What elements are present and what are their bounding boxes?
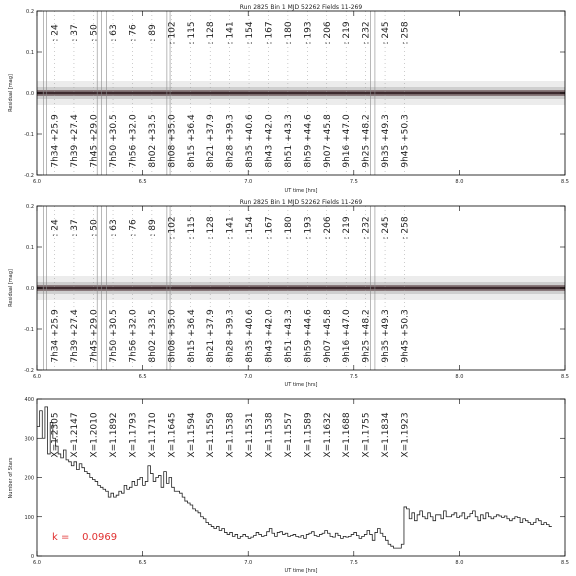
field-number: : 24 [50,219,61,237]
field-number: : 245 [381,216,392,240]
y-tick-label: -0.2 [24,368,34,374]
airmass-label: X=1.1538 [225,412,236,458]
airmass-label: X=1.1559 [206,412,217,458]
field-number: : 50 [89,24,100,42]
field-number: : 24 [50,24,61,42]
panel-top-title: Run 2825 Bin 1 MJD 52262 Fields 11-269 [239,4,363,11]
coordinate-label: 8h28 +39.3 [225,114,236,168]
coordinate-label: 8h28 +39.3 [225,309,236,363]
airmass-label: X=1.1531 [245,412,256,458]
coordinate-label: 9h16 +47.0 [342,309,353,363]
y-tick-label: 100 [24,514,34,521]
field-number: : 141 [225,21,236,45]
field-number: : 37 [69,219,80,237]
extinction-coefficient-label: k = 0.0969 [52,532,118,543]
coordinate-label: 7h56 +32.0 [128,114,139,168]
residual-density-band [37,81,565,105]
panel-top-ylabel: Residual [mag] [8,74,14,112]
airmass-label: X=1.1793 [128,412,139,458]
field-number: : 89 [147,219,158,237]
coordinate-label: 8h43 +42.0 [264,309,275,363]
airmass-label: X=1.1892 [109,412,120,458]
field-number: : 193 [303,21,314,45]
density-core [37,287,565,289]
x-tick-label: 6.5 [138,560,147,566]
y-tick-label: 0.1 [26,245,34,251]
field-number: : 128 [206,216,217,240]
field-number: : 102 [167,21,178,45]
field-number: : 37 [69,24,80,42]
coordinate-label: 8h02 +33.5 [147,114,158,168]
airmass-label: X=1.1594 [186,412,197,458]
field-number: : 154 [245,21,256,45]
airmass-label: X=1.1710 [147,412,158,458]
airmass-label: X=1.2010 [89,412,100,458]
panel-middle-ylabel: Residual [mag] [8,269,14,307]
x-tick-label: 8.0 [455,560,464,566]
field-number: : 245 [381,21,392,45]
panel-middle-xlabel: UT time [hrs] [284,382,318,388]
airmass-label: X=1.1645 [167,412,178,458]
coordinate-label: 8h43 +42.0 [264,114,275,168]
field-number: : 258 [400,216,411,240]
x-tick-label: 8.5 [561,179,569,185]
x-tick-label: 7.5 [349,179,358,185]
coordinate-label: 9h25 +48.2 [361,114,372,168]
coordinate-label: 9h35 +49.3 [381,309,392,363]
residual-panel-middle [8,199,569,388]
field-number: : 115 [186,216,197,240]
field-number-labels [51,216,411,239]
x-tick-label: 7.0 [244,179,253,185]
airmass-label: X=1.2305 [50,412,61,458]
density-core [37,92,565,94]
field-number: : 193 [303,216,314,240]
field-number: : 50 [89,219,100,237]
x-tick-label: 8.5 [561,560,569,566]
y-tick-label: 200 [24,475,34,482]
field-number: : 63 [109,24,120,42]
field-number: : 102 [167,216,178,240]
coordinate-label: 8h59 +44.6 [303,309,314,363]
x-tick-label: 7.5 [349,560,358,566]
coordinate-label: 7h50 +30.5 [109,114,120,168]
panel-middle-title: Run 2825 Bin 1 MJD 52262 Fields 11-269 [239,199,363,206]
x-tick-label: 6.0 [33,179,41,185]
x-tick-label: 7.0 [244,374,253,380]
x-tick-label: 6.0 [33,560,41,566]
field-number: : 89 [147,24,158,42]
field-number: : 128 [206,21,217,45]
airmass-label: X=1.1589 [303,412,314,458]
field-number: : 180 [283,216,294,240]
residual-panel-top [8,4,569,194]
airmass-label: X=1.2147 [69,412,80,458]
y-tick-label: 0.2 [26,204,34,210]
coordinate-label: 9h35 +49.3 [381,114,392,168]
airmass-label: X=1.1557 [283,412,294,458]
coordinate-label: 9h07 +45.8 [322,309,333,363]
field-number: : 258 [400,21,411,45]
residual-density-band [37,276,565,300]
x-tick-label: 8.0 [455,179,464,185]
y-tick-label: 300 [24,436,34,443]
coordinate-label: 8h08 +35.0 [167,309,178,363]
airmass-label: X=1.1923 [400,412,411,458]
field-number: : 76 [128,219,139,237]
field-number: : 167 [264,21,275,45]
coordinate-label: 7h34 +25.9 [50,309,61,363]
coordinate-label: 8h02 +33.5 [147,309,158,363]
coordinate-label: 8h59 +44.6 [303,114,314,168]
y-tick-label: 0.2 [26,9,34,15]
sky-coordinate-labels [51,114,411,168]
field-number-labels [51,21,411,44]
star-count-panel [8,397,569,574]
field-number: : 232 [361,21,372,45]
coordinate-label: 8h35 +40.6 [245,114,256,168]
coordinate-label: 8h15 +36.4 [186,309,197,363]
sky-coordinate-labels [51,309,411,363]
coordinate-label: 8h21 +37.9 [206,309,217,363]
x-tick-label: 7.0 [244,560,253,566]
y-tick-label: 0.0 [26,91,34,97]
field-number: : 180 [283,21,294,45]
airmass-label: X=1.1755 [361,412,372,458]
field-number: : 167 [264,216,275,240]
airmass-labels [51,412,411,457]
airmass-label: X=1.1632 [322,412,333,458]
coordinate-label: 7h39 +27.4 [69,309,80,363]
field-number: : 206 [322,216,333,240]
coordinate-label: 8h15 +36.4 [186,114,197,168]
coordinate-label: 7h50 +30.5 [109,309,120,363]
coordinate-label: 8h51 +43.3 [283,309,294,363]
y-tick-label: 0.1 [26,50,34,56]
star-count-xlabel: UT time [hrs] [284,568,318,574]
x-tick-label: 8.5 [561,374,569,380]
coordinate-label: 7h45 +29.0 [89,114,100,168]
field-number: : 232 [361,216,372,240]
x-tick-label: 8.0 [455,374,464,380]
x-tick-label: 6.5 [138,374,147,380]
y-tick-label: 0 [30,554,34,560]
airmass-label: X=1.1834 [381,412,392,458]
y-tick-label: 0.0 [26,286,34,292]
field-number: : 115 [186,21,197,45]
field-number: : 219 [342,216,353,240]
y-tick-label: -0.1 [24,327,34,333]
coordinate-label: 8h21 +37.9 [206,114,217,168]
coordinate-label: 8h51 +43.3 [283,114,294,168]
coordinate-label: 7h45 +29.0 [89,309,100,363]
airmass-label: X=1.1688 [342,412,353,458]
field-number: : 76 [128,24,139,42]
x-tick-label: 6.5 [138,179,147,185]
x-tick-label: 6.0 [33,374,41,380]
star-count-ylabel: Number of Stars [8,457,14,499]
coordinate-label: 9h16 +47.0 [342,114,353,168]
coordinate-label: 9h45 +50.3 [400,114,411,168]
airmass-label: X=1.1538 [264,412,275,458]
coordinate-label: 9h07 +45.8 [322,114,333,168]
y-tick-label: -0.2 [24,173,34,179]
coordinate-label: 8h35 +40.6 [245,309,256,363]
field-number: : 154 [245,216,256,240]
coordinate-label: 9h25 +48.2 [361,309,372,363]
x-tick-label: 7.5 [349,374,358,380]
field-number: : 63 [109,219,120,237]
coordinate-label: 7h39 +27.4 [69,114,80,168]
coordinate-label: 9h45 +50.3 [400,309,411,363]
y-tick-label: -0.1 [24,132,34,138]
y-tick-label: 400 [24,397,34,403]
field-number: : 141 [225,216,236,240]
panel-top-xlabel: UT time [hrs] [284,188,318,194]
coordinate-label: 7h34 +25.9 [50,114,61,168]
coordinate-label: 8h08 +35.0 [167,114,178,168]
field-number: : 206 [322,21,333,45]
field-number: : 219 [342,21,353,45]
coordinate-label: 7h56 +32.0 [128,309,139,363]
